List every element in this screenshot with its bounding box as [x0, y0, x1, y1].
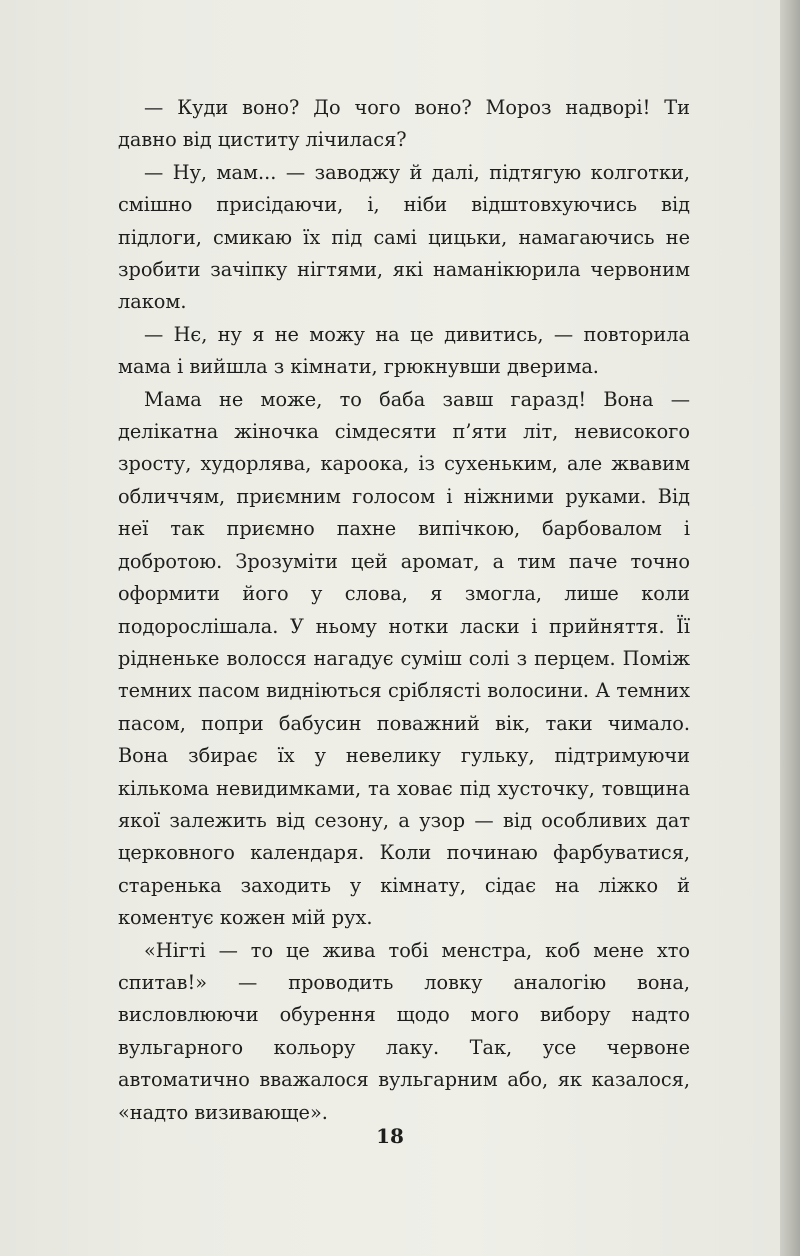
- paragraph-1: — Куди воно? До чого воно? Мороз надворі! Ти давно від циститу лічилася?: [118, 96, 690, 152]
- page-number: 18: [376, 1124, 404, 1148]
- paragraph-5: «Нігті — то це жива тобі менстра, коб мене хто спитав!» — проводить ловку аналогію вона, висловлюючи обурення щодо мого вибору надто вульгарного кольору лаку. Так, усе червоне автоматично вважалося вульгарним або, як казалося, «надто визивающе».: [118, 938, 690, 1124]
- page-edge: [780, 0, 800, 1256]
- paragraph-2: — Ну, мам... — заводжу й далі, підтягую колготки, смішно присідаючи, і, ніби відштовхуючись від підлоги, смикаю їх під самі цицьки, намагаючись не зробити зачіпку нігтями, які наманікюрила червоним лаком.: [118, 160, 690, 314]
- paragraph-3: — Нє, ну я не можу на це дивитись, — повторила мама і вийшла з кімнати, грюкнувши дверима.: [118, 322, 690, 379]
- body-text: [118, 92, 690, 1129]
- paragraph-4: Мама не може, то баба завш гаразд! Вона — делікатна жіночка сімдесяти п’яти літ, невисокого зросту, худорлява, кароока, із сухеньким, але жвавим обличчям, приємним голосом і ніжними руками. Від неї так приємно пахне випічкою, барбовалом і добротою. Зрозуміти цей аромат, а тим паче точно оформити його у слова, я змогла, лише коли подорослішала. У ньому нотки ласки і прийняття. Її рідненьке волосся нагадує суміш солі з перцем. Поміж темних пасом видніються сріблясті волосини. А темних пасом, попри бабусин поважний вік, таки чимало. Вона збирає їх у невелику гульку, підтримуючи кількома невидимками, та ховає під хусточку, товщина якої залежить від сезону, а узор — від особливих дат церковного календаря. Коли починаю фарбуватися, старенька заходить у кімнату, сідає на ліжко й коментує кожен мій рух.: [118, 387, 690, 930]
